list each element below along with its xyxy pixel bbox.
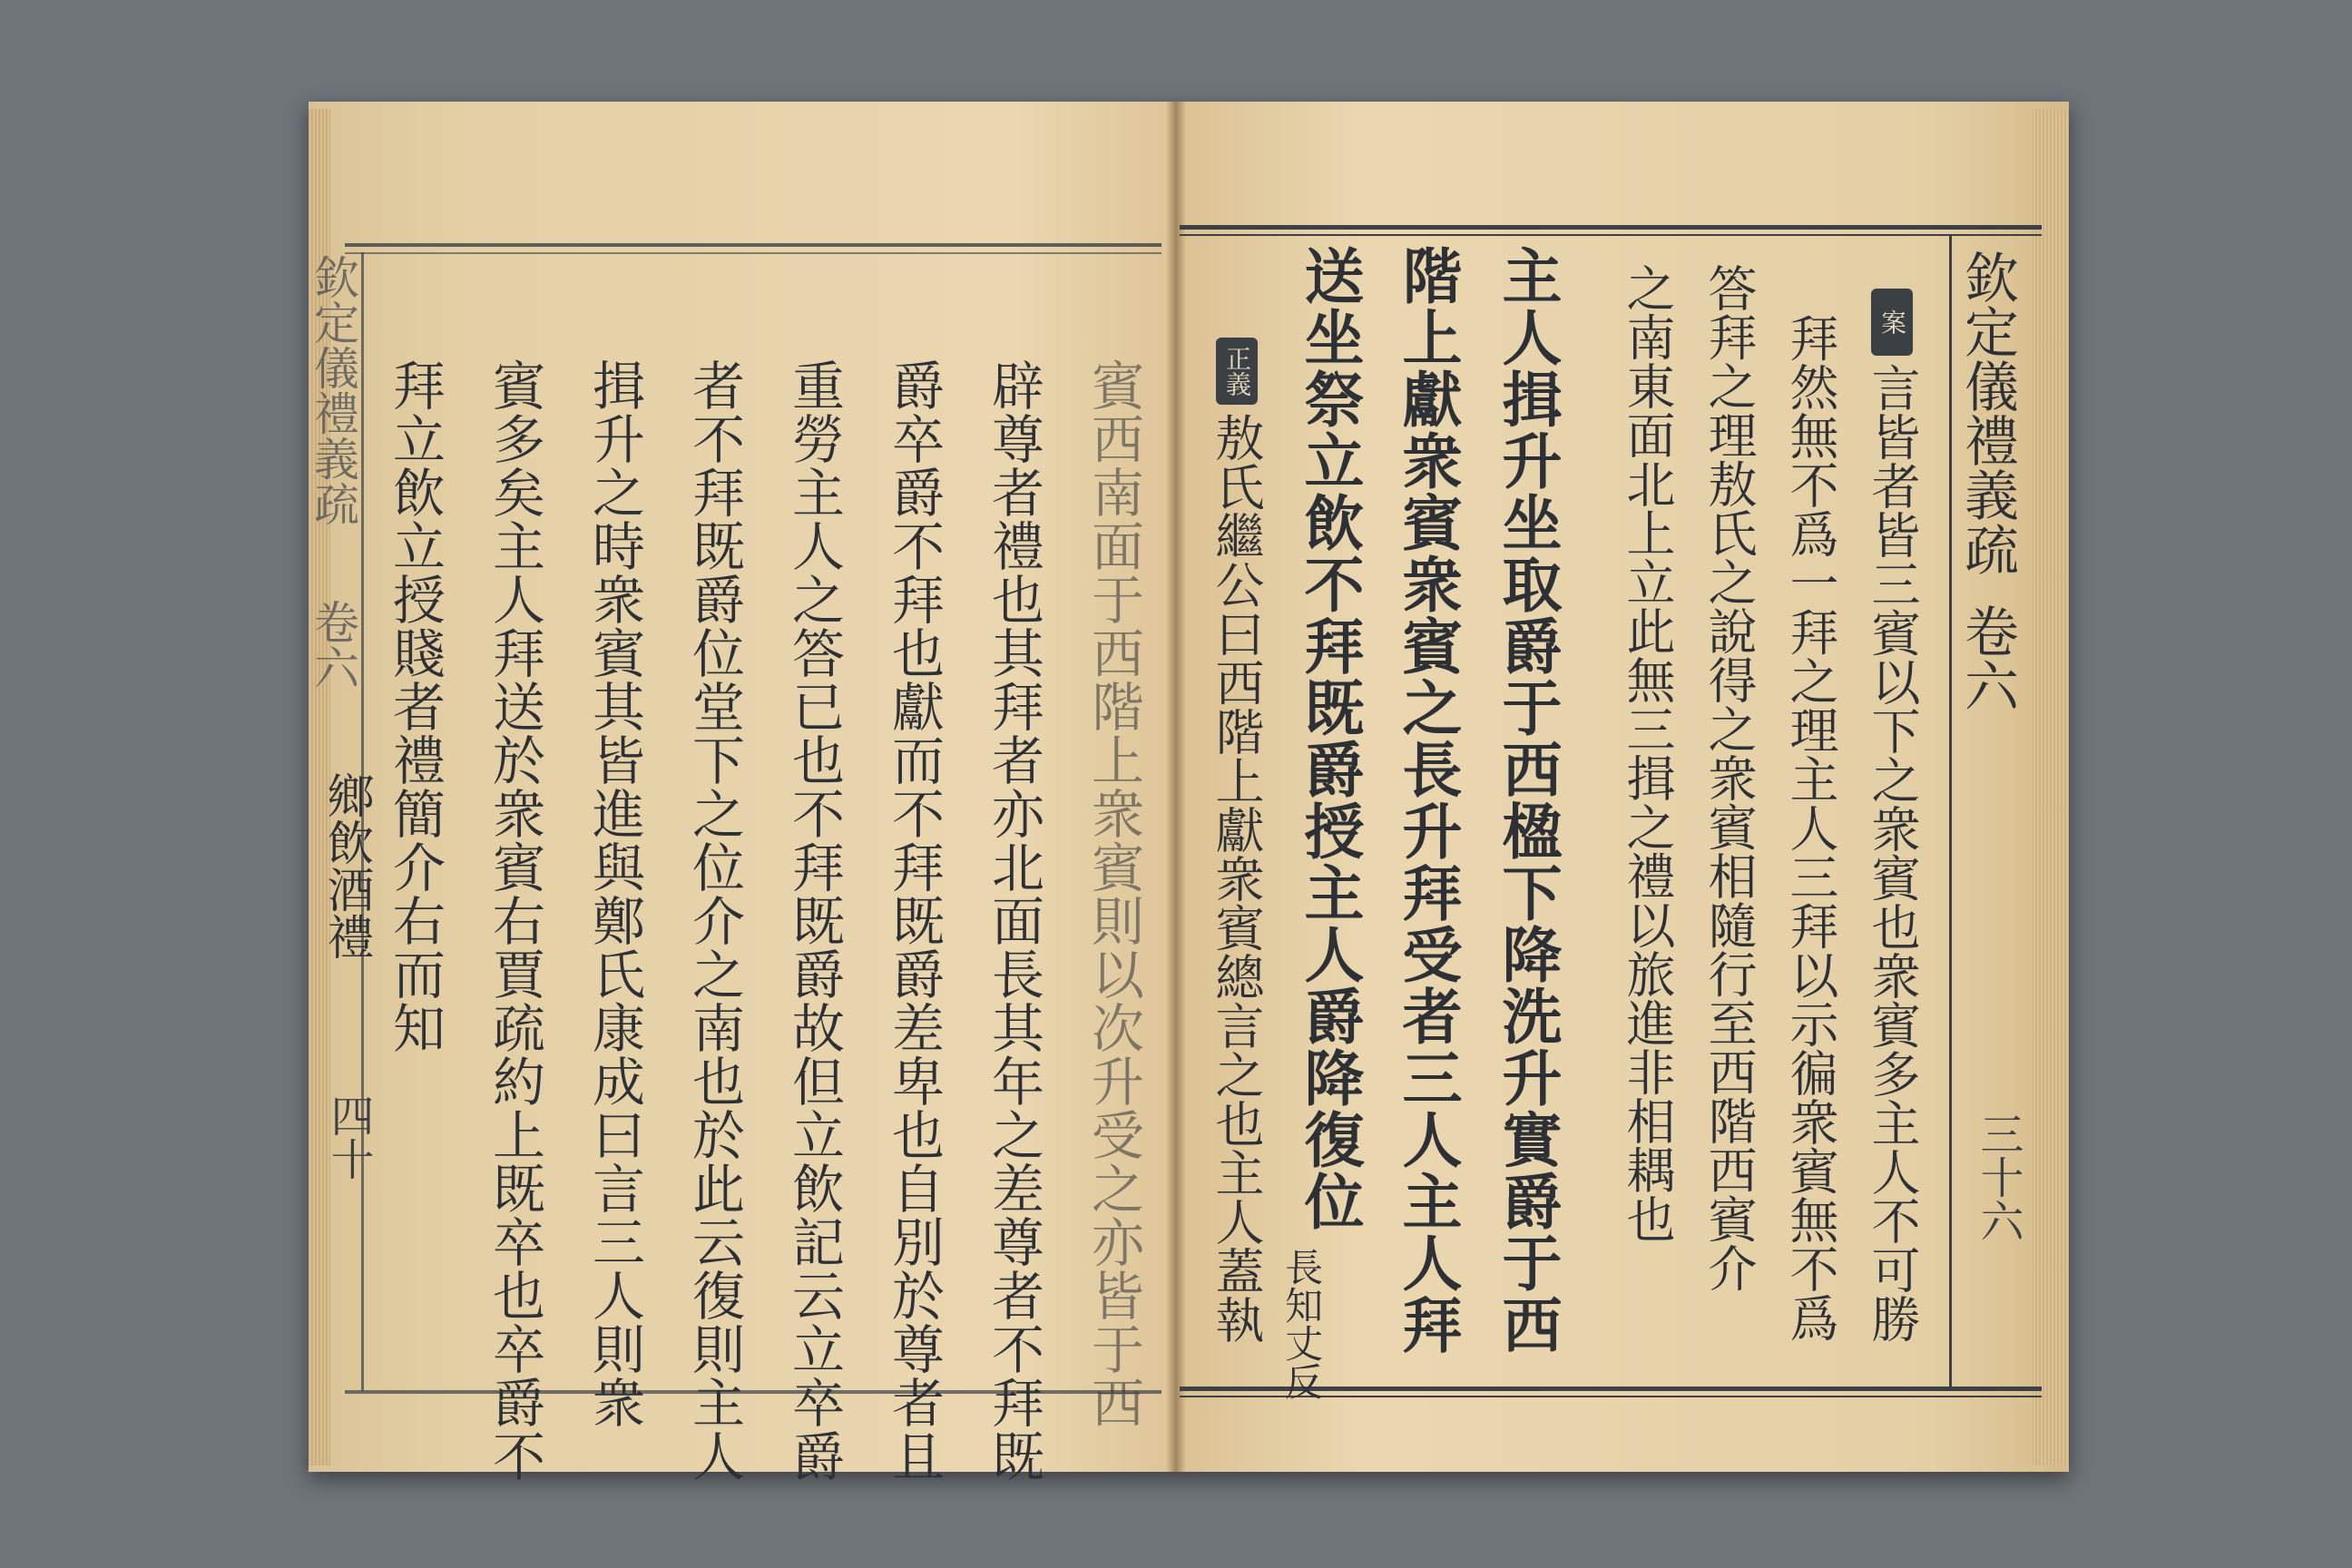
- left-column-3: 爵卒爵不拜也獻而不拜既爵差卑也自別於尊者且: [883, 358, 945, 1483]
- right-column-5: 主人揖升坐取爵于西楹下降洗升實爵于西: [1492, 245, 1563, 1356]
- left-header-title: 欽定儀禮義疏: [307, 254, 359, 526]
- right-volume: 卷六: [1955, 603, 2019, 712]
- left-column-5: 者不拜既爵位堂下之位介之南也於此云復則主人: [683, 358, 745, 1483]
- right-column-1: 言皆者皆三賓以下之衆賓也衆賓多主人不可勝: [1864, 363, 1921, 1343]
- right-small-annotation: 長知丈反: [1279, 1248, 1325, 1400]
- right-annotation-tag-2: 正義: [1216, 338, 1258, 405]
- right-page-number: 三十六: [1973, 1112, 2024, 1242]
- right-column-7: 送坐祭立飲不拜既爵授主人爵降復位: [1294, 245, 1365, 1232]
- left-column-7: 賓多矣主人拜送於衆賓右賈疏約上既卒也卒爵不: [484, 358, 545, 1483]
- right-annotation-tag-1: 案: [1871, 289, 1913, 356]
- right-column-2: 拜然無不爲一拜之理主人三拜以示徧衆賓無不爲: [1782, 313, 1839, 1342]
- right-column-6: 階上獻衆賓衆賓之長升拜受者三人主人拜: [1392, 245, 1463, 1356]
- left-volume: 卷六: [307, 599, 359, 690]
- left-page-number: 四十: [323, 1093, 374, 1181]
- right-center-line: [1949, 234, 1952, 1391]
- left-section: 鄉飲酒禮: [318, 771, 373, 960]
- left-column-2: 辟尊者禮也其拜者亦北面長其年之差尊者不拜既: [983, 358, 1044, 1483]
- right-top-rule-thin: [1180, 234, 2042, 236]
- left-column-8: 拜立飲立授賤者禮簡介右而知: [384, 358, 446, 1054]
- left-column-4: 重勞主人之答已也不拜既爵故但立飲記云立卒爵: [783, 358, 845, 1483]
- right-top-rule: [1180, 225, 2042, 230]
- left-column-6: 揖升之時衆賓其皆進與鄭氏康成曰言三人則衆: [583, 358, 645, 1429]
- left-top-rule: [345, 243, 1161, 247]
- left-top-rule-thin: [345, 252, 1161, 254]
- right-page-edges: [2033, 109, 2069, 1465]
- right-column-8: 敖氏繼公曰西階上獻衆賓總言之也主人蓋執: [1208, 413, 1265, 1344]
- book-spine: [1166, 102, 1186, 1472]
- right-header-title: 欽定儀禮義疏: [1955, 250, 2019, 576]
- right-column-3: 答拜之理敖氏之說得之衆賓相隨行至西階西賓介: [1700, 263, 1758, 1292]
- right-column-4: 之南東面北上立此無三揖之禮以旅進非相耦也: [1619, 263, 1676, 1243]
- left-column-1: 賓西南面于西階上衆賓則以次升受之亦皆于西: [1083, 358, 1144, 1429]
